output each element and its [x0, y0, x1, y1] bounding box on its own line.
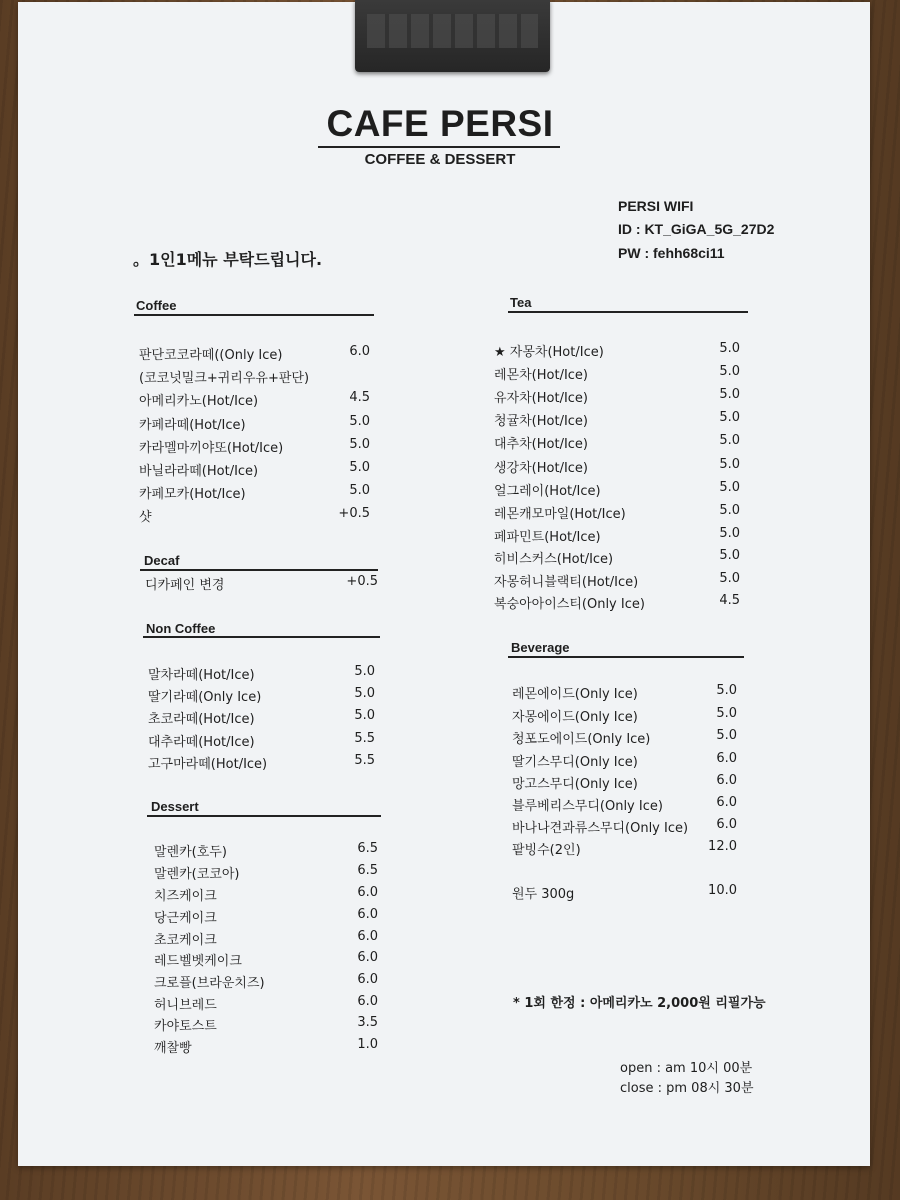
- beverage-item-price: 5.0: [716, 728, 737, 743]
- tea-item-price: 4.5: [719, 593, 740, 608]
- noncoffee-item-name: 초코라떼(Hot/Ice): [148, 712, 255, 727]
- menu-notice: 。1인1메뉴 부탁드립니다.: [133, 250, 323, 269]
- coffee-item-name: 카페라떼(Hot/Ice): [139, 418, 246, 433]
- clipboard-clip: [355, 0, 550, 72]
- title-underline: [318, 146, 560, 148]
- tea-item-price: 5.0: [719, 364, 740, 379]
- noncoffee-item-name: 대추라떼(Hot/Ice): [148, 735, 255, 750]
- beverage-section-title: Beverage: [511, 640, 570, 655]
- dessert-item-price: 6.0: [357, 907, 378, 922]
- noncoffee-item-name: 딸기라떼(Only Ice): [148, 690, 262, 705]
- dessert-item-price: 6.0: [357, 950, 378, 965]
- dessert-item-name: 말렌카(호두): [154, 845, 227, 860]
- coffee-item-name: 카라멜마끼야또(Hot/Ice): [139, 441, 284, 456]
- coffee-section-title: Coffee: [136, 298, 177, 313]
- close-hours: close : pm 08시 30분: [620, 1081, 754, 1096]
- decaf-item-price: +0.5: [346, 574, 378, 589]
- dessert-item-name: 깨찰빵: [154, 1041, 192, 1056]
- tea-item-name: ★ 자몽차(Hot/Ice): [494, 345, 604, 360]
- tea-item-name: 레몬캐모마일(Hot/Ice): [494, 507, 626, 522]
- tea-item-name: 유자차(Hot/Ice): [494, 391, 589, 406]
- tea-item-name: 히비스커스(Hot/Ice): [494, 552, 614, 567]
- beverage-item-price: 6.0: [716, 751, 737, 766]
- tea-item-name: 복숭아아이스티(Only Ice): [494, 597, 645, 612]
- coffee-item-price: 5.0: [349, 437, 370, 452]
- refill-note: * 1회 한정 : 아메리카노 2,000원 리필가능: [513, 996, 766, 1011]
- beverage-item-name: 블루베리스무디(Only Ice): [512, 799, 663, 814]
- dessert-item-price: 6.0: [357, 929, 378, 944]
- dessert-item-price: 6.0: [357, 972, 378, 987]
- coffee-item-name: 아메리카노(Hot/Ice): [139, 394, 259, 409]
- dessert-item-name: 말렌카(코코아): [154, 867, 240, 882]
- tea-section-rule: [508, 311, 748, 313]
- dessert-item-name: 크로플(브라운치즈): [154, 976, 265, 991]
- tea-item-price: 5.0: [719, 433, 740, 448]
- dessert-item-price: 6.0: [357, 885, 378, 900]
- noncoffee-item-price: 5.0: [354, 708, 375, 723]
- decaf-item-name: 디카페인 변경: [145, 578, 225, 593]
- dessert-section-rule: [147, 815, 381, 817]
- beverage-item-name: 원두 300g: [512, 887, 575, 902]
- noncoffee-section-rule: [143, 636, 380, 638]
- coffee-item-name: 판단코코라떼((Only Ice): [139, 348, 283, 363]
- tea-item-name: 대추차(Hot/Ice): [494, 437, 589, 452]
- beverage-item-name: 딸기스무디(Only Ice): [512, 755, 638, 770]
- beverage-item-name: 바나나견과류스무디(Only Ice): [512, 821, 689, 836]
- coffee-item-price: 6.0: [349, 344, 370, 359]
- noncoffee-item-name: 고구마라떼(Hot/Ice): [148, 757, 268, 772]
- wifi-password: PW : fehh68ci11: [618, 245, 725, 261]
- beverage-item-name: 레몬에이드(Only Ice): [512, 687, 638, 702]
- tea-item-price: 5.0: [719, 457, 740, 472]
- beverage-item-name: 팥빙수(2인): [512, 843, 581, 858]
- dessert-item-price: 3.5: [357, 1015, 378, 1030]
- dessert-item-name: 카야토스트: [154, 1019, 217, 1034]
- noncoffee-item-price: 5.0: [354, 686, 375, 701]
- tea-item-name: 자몽허니블랙티(Hot/Ice): [494, 575, 639, 590]
- tea-item-name: 레몬차(Hot/Ice): [494, 368, 589, 383]
- decaf-section-title: Decaf: [144, 553, 180, 568]
- dessert-item-name: 당근케이크: [154, 911, 217, 926]
- coffee-item-price: 5.0: [349, 414, 370, 429]
- tea-item-price: 5.0: [719, 480, 740, 495]
- dessert-item-name: 치즈케이크: [154, 889, 217, 904]
- dessert-item-name: 허니브레드: [154, 998, 217, 1013]
- tea-item-price: 5.0: [719, 548, 740, 563]
- beverage-item-name: 망고스무디(Only Ice): [512, 777, 638, 792]
- dessert-item-price: 6.5: [357, 841, 378, 856]
- noncoffee-item-name: 말차라떼(Hot/Ice): [148, 668, 255, 683]
- tea-item-name: 얼그레이(Hot/Ice): [494, 484, 601, 499]
- noncoffee-item-price: 5.5: [354, 753, 375, 768]
- noncoffee-section-title: Non Coffee: [146, 621, 216, 636]
- coffee-item-price: 4.5: [349, 390, 370, 405]
- beverage-item-price: 5.0: [716, 706, 737, 721]
- tea-item-price: 5.0: [719, 526, 740, 541]
- tea-item-price: 5.0: [719, 341, 740, 356]
- beverage-item-price: 6.0: [716, 795, 737, 810]
- coffee-item-price: +0.5: [338, 506, 370, 521]
- tea-item-price: 5.0: [719, 387, 740, 402]
- wifi-id: ID : KT_GiGA_5G_27D2: [618, 221, 775, 237]
- beverage-item-price: 5.0: [716, 683, 737, 698]
- tea-section-title: Tea: [510, 295, 532, 310]
- tea-item-price: 5.0: [719, 503, 740, 518]
- cafe-title: CAFE PERSI: [326, 103, 554, 144]
- tea-item-price: 5.0: [719, 571, 740, 586]
- noncoffee-item-price: 5.5: [354, 731, 375, 746]
- beverage-item-name: 청포도에이드(Only Ice): [512, 732, 651, 747]
- coffee-item-price: 5.0: [349, 483, 370, 498]
- noncoffee-item-price: 5.0: [354, 664, 375, 679]
- tea-item-name: 청귤차(Hot/Ice): [494, 414, 589, 429]
- wifi-name: PERSI WIFI: [618, 198, 694, 214]
- dessert-item-name: 초코케이크: [154, 933, 217, 948]
- coffee-item-name: 샷: [139, 510, 152, 525]
- dessert-item-price: 6.5: [357, 863, 378, 878]
- tea-item-name: 생강차(Hot/Ice): [494, 461, 589, 476]
- dessert-item-price: 6.0: [357, 994, 378, 1009]
- coffee-item-price: 5.0: [349, 460, 370, 475]
- cafe-subtitle: COFFEE & DESSERT: [364, 151, 516, 168]
- beverage-section-rule: [508, 656, 744, 658]
- coffee-section-rule: [134, 314, 374, 316]
- open-hours: open : am 10시 00분: [620, 1061, 753, 1076]
- dessert-item-name: 레드벨벳케이크: [154, 954, 242, 969]
- tea-item-price: 5.0: [719, 410, 740, 425]
- beverage-item-price: 10.0: [708, 883, 737, 898]
- dessert-section-title: Dessert: [151, 799, 199, 814]
- coffee-item-name: 바닐라라떼(Hot/Ice): [139, 464, 259, 479]
- beverage-item-price: 6.0: [716, 817, 737, 832]
- decaf-section-rule: [140, 569, 378, 571]
- beverage-item-price: 12.0: [708, 839, 737, 854]
- dessert-item-price: 1.0: [357, 1037, 378, 1052]
- coffee-item-name: 카페모카(Hot/Ice): [139, 487, 246, 502]
- beverage-item-price: 6.0: [716, 773, 737, 788]
- beverage-item-name: 자몽에이드(Only Ice): [512, 710, 638, 725]
- tea-item-name: 페파민트(Hot/Ice): [494, 530, 601, 545]
- coffee-item-name: (코코넛밀크+귀리우유+판단): [139, 371, 310, 386]
